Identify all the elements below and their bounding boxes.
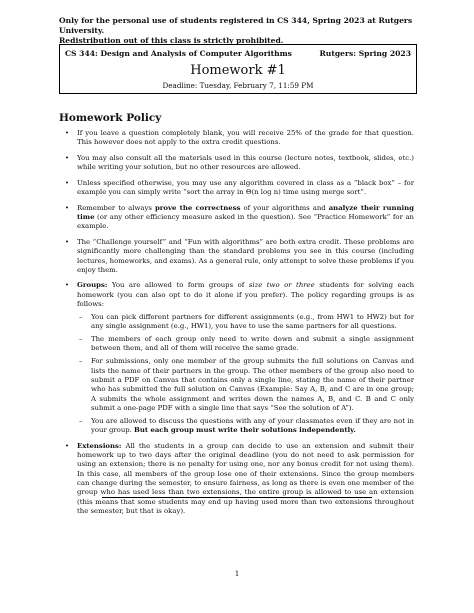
bullet-icon: • bbox=[65, 178, 70, 187]
groups-sub-2: – The members of each group only need to write down and submit a single assignment between them, and all of them will receive the same grade. bbox=[79, 335, 414, 353]
horizontal-rule bbox=[102, 497, 372, 498]
homework-header-box bbox=[59, 44, 417, 94]
bullet-icon: • bbox=[65, 441, 70, 450]
bullet-icon: • bbox=[65, 281, 70, 290]
dash-icon: – bbox=[79, 357, 83, 366]
notice-line-1: Only for the personal use of students registered in CS 344, Spring 2023 at Rutgers University. bbox=[59, 16, 413, 35]
policy-groups: • Groups: You are allowed to form groups of size two or three students for solving each homework (you can also opt to do it alone if you prefer). The policy regarding groups is as follows: – You can pick different partners for different assignments (e.g., from HW1 to HW2) but for any single assignment (e.g., HW1), you have to use the same partners for all questions. – The members of each group only need to write down and submit a single assignment between them, and all of them will receive the same grade. – For submissions, only one member of the group submits the full solutions on Canvas and lists the name of their partners in the group. The other members of the group also need to submit a PDF on Canvas that contains only a single line, stating the name of their partner who has submitted the full solution on Canvas (Example: Say A, B, and C are in one group; A submits the whole assignment and writes down the names A, B, and C. B and C only submit a one-page PDF with a single line that says “See the solution of A”). – You are allowed to discuss the questions with any of your classmates even if they are not in your group. But each group must write their solutions independently. bbox=[65, 281, 415, 435]
groups-sub-1: – You can pick different partners for different assignments (e.g., from HW1 to HW2) but for any single assignment (e.g., HW1), you have to use the same partners for all questions. bbox=[79, 312, 414, 331]
term: Rutgers: Spring 2023 bbox=[319, 49, 411, 58]
bullet-icon: • bbox=[65, 203, 70, 212]
deadline: Deadline: Tuesday, February 7, 11:59 PM bbox=[162, 81, 314, 90]
dash-icon: – bbox=[79, 312, 83, 321]
dash-icon: – bbox=[79, 416, 83, 425]
groups-sub-3: – For submissions, only one member of the group submits the full solutions on Canvas and lists the name of their partners in the group. The other members of the group also need to submit a PDF on Canvas that contains only a single line, stating the name of their partner who has submitted the full solution on Canvas (Example: Say A, B, and C are in one group; A submits the whole assignment and writes down the names A, B, and C. B and C only submit a one-page PDF with a single line that says “See the solution of A”). bbox=[79, 357, 414, 413]
section-title: Homework Policy bbox=[59, 112, 162, 124]
distribution-notice bbox=[59, 16, 439, 46]
course-row bbox=[65, 49, 411, 58]
bullet-icon: • bbox=[65, 153, 70, 162]
policy-list bbox=[62, 129, 414, 523]
groups-sub-4: – You are allowed to discuss the questions with any of your classmates even if they are not in your group. But each group must write their solutions independently. bbox=[79, 416, 414, 435]
dash-icon: – bbox=[79, 335, 83, 344]
bullet-icon: • bbox=[65, 129, 70, 137]
policy-blank: • If you leave a question completely blank, you will receive 25% of the grade for that question. This however does not apply to the extra credit questions. bbox=[65, 129, 414, 147]
page-number: 1 bbox=[234, 569, 240, 578]
policy-extensions: • Extensions: All the students in a group can decide to use an extension and submit their homework up to two days after the original deadline (you do not need to ask permission for using an extension; there is no penalty for using one, nor any bonus credit for not using them). In this case, all members of the group lose one of their extensions. Since the group members can change during the semester, to ensure fairness, as long as there is even one member of the group who has used less than two extensions, the entire group is allowed to use an extension (this means that some students may end up having used more than two extensions throughout the semester, but that is okay). bbox=[65, 441, 414, 516]
policy-blackbox: • Unless specified otherwise, you may use any algorithm covered in class as a “black box” – for example you can simply write “sort the array in Θ(n log n) time using merge sort”. bbox=[65, 178, 414, 197]
course-name: CS 344: Design and Analysis of Computer Algorithms bbox=[65, 49, 292, 58]
homework-title: Homework #1 bbox=[190, 63, 286, 78]
policy-challenge: • The “Challenge yourself” and “Fun with algorithms” are both extra credit. These problems are significantly more challenging than the standard problems you see in this course (including lectures, homeworks, and exams). As a general rule, only attempt to solve these problems if you enjoy them. bbox=[65, 237, 414, 274]
policy-materials: • You may also consult all the materials used in this course (lecture notes, textbook, slides, etc.) while writing your solution, but no other resources are allowed. bbox=[65, 153, 414, 172]
bullet-icon: • bbox=[65, 237, 70, 246]
policy-prove: • Remember to always prove the correctness of your algorithms and analyze their running time (or any other efficiency measure asked in the question). See “Practice Homework” for an example. bbox=[65, 203, 414, 231]
notice-line-2: Redistribution out of this class is strictly prohibited. bbox=[59, 36, 284, 45]
